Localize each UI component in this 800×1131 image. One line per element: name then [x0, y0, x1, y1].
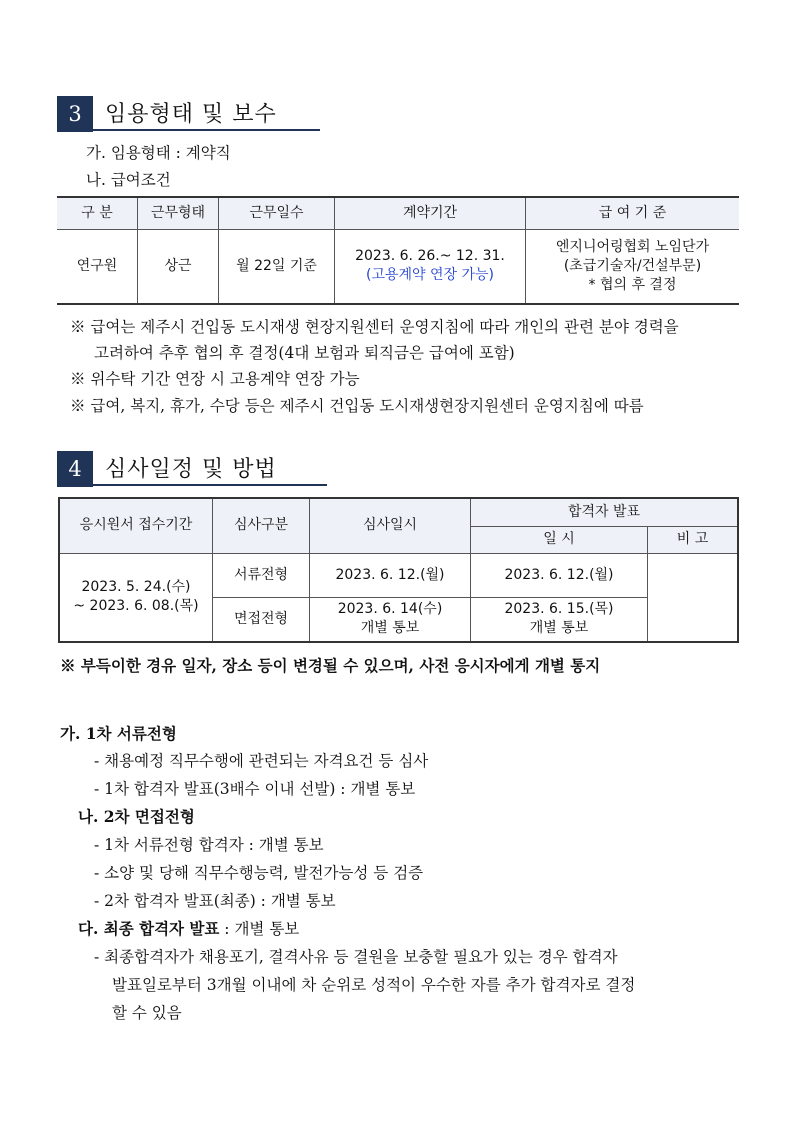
cell-document-announce: 2023. 6. 12.(월): [471, 553, 648, 597]
section-4-number: 4: [57, 451, 93, 487]
header-contract-period: 계약기간: [335, 197, 526, 229]
salary-note-3: ※ 급여, 복지, 휴가, 수당 등은 제주시 건입동 도시재생현장지원센터 운영지침에 따름: [70, 397, 644, 415]
interview-date-text: 2023. 6. 14(수): [337, 601, 443, 618]
cell-contract-period: [335, 229, 526, 304]
section-3-heading: [57, 96, 287, 132]
header-application-period: 응시원서 접수기간: [59, 498, 213, 553]
schedule-table: [58, 497, 739, 643]
salary-note-1-cont: 고려하여 추후 협의 후 결정(4대 보험과 퇴직금은 급여에 포함): [94, 344, 515, 362]
interview-date-note: 개별 통보: [360, 620, 420, 637]
final-item-1: - 최종합격자가 채용포기, 결격사유 등 결원을 보충할 필요가 있는 경우 합격자: [94, 948, 618, 966]
section-4-underline: [57, 484, 327, 486]
second-round-item-1: - 1차 서류전형 합격자 : 개별 통보: [94, 836, 324, 854]
final-heading-bold: 다. 최종 합격자 발표: [78, 919, 220, 938]
cell-document-screening: 서류전형: [213, 553, 310, 597]
header-category: 구 분: [57, 197, 138, 229]
header-work-type: 근무형태: [138, 197, 219, 229]
first-round-item-1: - 채용예정 직무수행에 관련되는 자격요건 등 심사: [94, 752, 429, 770]
section-3-underline: [57, 129, 320, 131]
cell-salary-basis: [526, 229, 740, 304]
section-4-heading: [57, 451, 287, 487]
salary-heading: 나. 급여조건: [86, 171, 171, 189]
section-4-title: 심사일정 및 방법: [105, 457, 277, 482]
cell-interview-date: [310, 597, 471, 642]
cell-document-date: 2023. 6. 12.(월): [310, 553, 471, 597]
header-announcement: 합격자 발표: [471, 498, 739, 526]
section-3-number: 3: [57, 96, 93, 132]
header-screening-type: 심사구분: [213, 498, 310, 553]
application-period-start: 2023. 5. 24.(수): [81, 579, 191, 596]
second-round-item-2: - 소양 및 당해 직무수행능력, 발전가능성 등 검증: [94, 864, 424, 882]
cell-application-period: [59, 553, 213, 642]
first-round-heading: 가. 1차 서류전형: [60, 724, 177, 743]
header-screening-date: 심사일시: [310, 498, 471, 553]
salary-basis-line-2: (초급기술자/건설부문): [563, 257, 702, 274]
cell-remarks: [648, 553, 739, 642]
header-work-days: 근무일수: [219, 197, 335, 229]
header-salary-basis: 급 여 기 준: [526, 197, 740, 229]
schedule-change-warning: ※ 부득이한 경유 일자, 장소 등이 변경될 수 있으며, 사전 응시자에게 개별 통지: [60, 656, 601, 675]
final-announcement-heading: [78, 919, 299, 939]
header-remarks: 비 고: [648, 526, 739, 553]
cell-work-days: 월 22일 기준: [219, 229, 335, 304]
cell-work-type: 상근: [138, 229, 219, 304]
cell-interview-announce: [471, 597, 648, 642]
second-round-heading: 나. 2차 면접전형: [78, 807, 195, 826]
final-heading-rest: : 개별 통보: [219, 920, 300, 938]
salary-table: [57, 196, 739, 305]
header-announcement-date: 일 시: [471, 526, 648, 553]
first-round-item-2: - 1차 합격자 발표(3배수 이내 선발) : 개별 통보: [94, 780, 416, 798]
employment-type: 가. 임용형태 : 계약직: [86, 144, 231, 162]
final-item-1-cont: 발표일로부터 3개월 이내에 차 순위로 성적이 우수한 자를 추가 합격자로 결정: [112, 976, 636, 994]
salary-note-1: ※ 급여는 제주시 건입동 도시재생 현장지원센터 운영지침에 따라 개인의 관련 분야 경력을: [70, 318, 679, 336]
contract-extension-note: (고용계약 연장 가능): [365, 267, 495, 284]
interview-announce-note: 개별 통보: [529, 620, 589, 637]
interview-announce-text: 2023. 6. 15.(목): [504, 601, 614, 618]
cell-category: 연구원: [57, 229, 138, 304]
final-item-1-cont-2: 할 수 있음: [112, 1004, 182, 1022]
salary-basis-line-3: * 협의 후 결정: [588, 276, 677, 293]
contract-period-text: 2023. 6. 26.~ 12. 31.: [355, 248, 505, 265]
application-period-end: ~ 2023. 6. 08.(목): [73, 598, 199, 615]
second-round-item-3: - 2차 합격자 발표(최종) : 개별 통보: [94, 892, 336, 910]
salary-note-2: ※ 위수탁 기간 연장 시 고용계약 연장 가능: [70, 370, 360, 388]
section-3-title: 임용형태 및 보수: [105, 102, 277, 127]
salary-basis-line-1: 엔지니어링협회 노임단가: [555, 238, 710, 255]
cell-interview-screening: 면접전형: [213, 597, 310, 642]
